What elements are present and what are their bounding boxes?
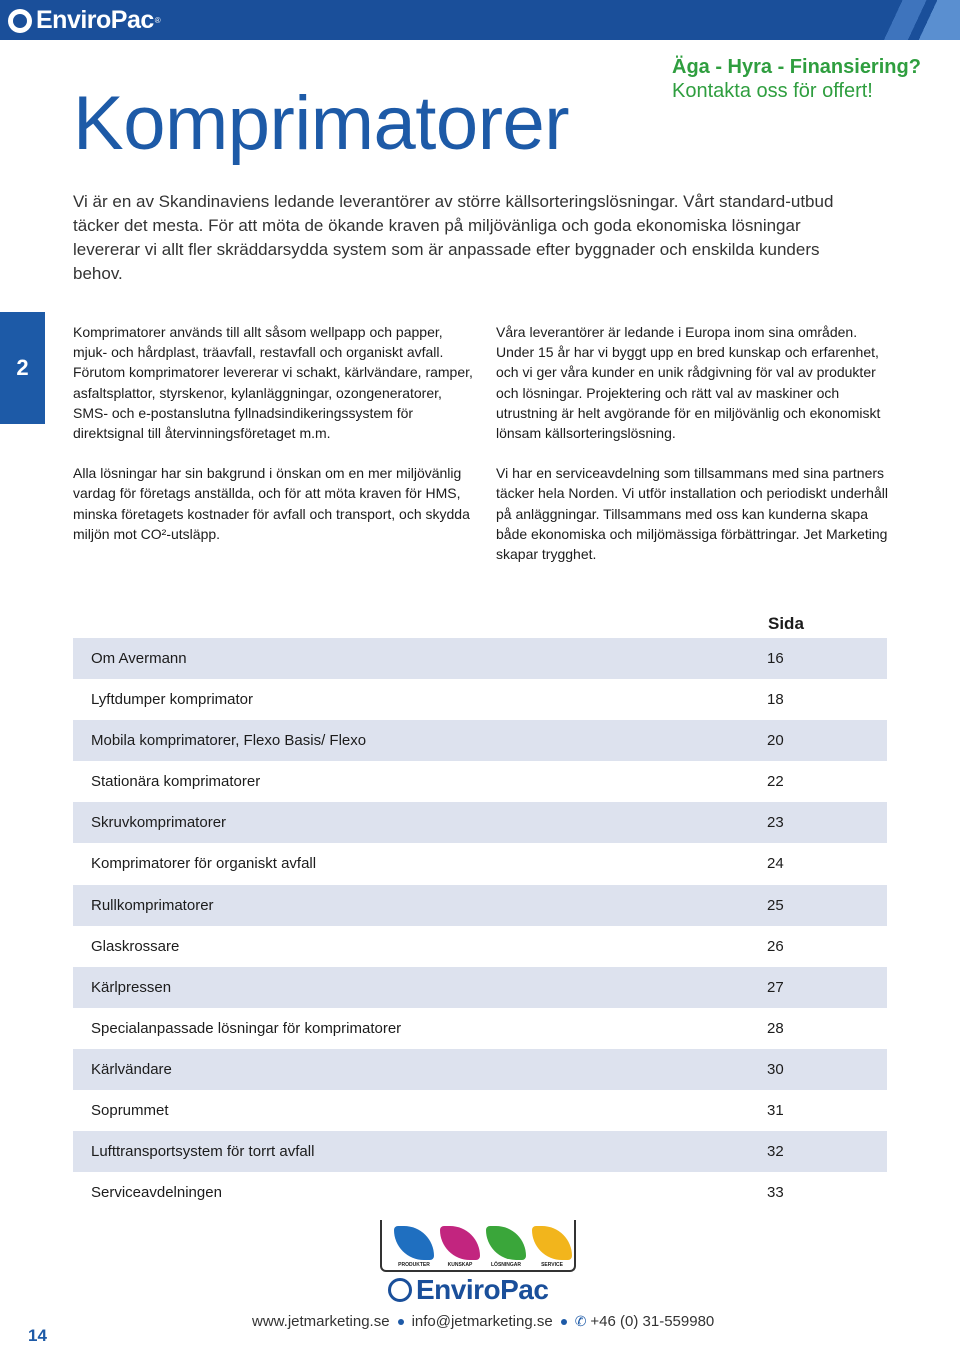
- toc-entry-page: 32: [767, 1143, 784, 1161]
- toc-row[interactable]: [73, 638, 887, 679]
- right-text-column: [496, 322, 896, 584]
- toc-entry-page: 31: [767, 1102, 784, 1120]
- toc-row[interactable]: [73, 926, 887, 967]
- toc-entry-page: 20: [767, 732, 784, 750]
- chapter-number: 2: [16, 355, 29, 380]
- toc-entry-label: Glaskrossare: [91, 937, 180, 955]
- brand-logo: [8, 6, 161, 35]
- brand-name: EnviroPac: [36, 6, 154, 34]
- toc-entry-label: Lyftdumper komprimator: [91, 691, 253, 709]
- toc-row[interactable]: [73, 1049, 887, 1090]
- toc-header: [73, 610, 887, 638]
- phone-number[interactable]: +46 (0) 31-559980: [590, 1313, 715, 1330]
- left-paragraph: Komprimatorer används till allt såsom wellpapp och papper, mjuk- och hårdplast, träavfall, restavfall och organiskt avfall. Förutom komprimatorer levererar vi schakt, kärlvändare, ramper, asfaltsplattor, styrskenor, kylanläggningar, ozongeneratorer, SMS- och e-postanslutna fyllnadsindikeringssystem för direktsignal till återvinningsföretaget m.m.: [73, 324, 473, 442]
- toc-entry-page: 26: [767, 937, 784, 955]
- logo-word: EnviroPac: [416, 1274, 549, 1305]
- toc-page-column-header: Sida: [768, 614, 804, 633]
- right-paragraph: Våra leverantörer är ledande i Europa inom sina områden. Under 15 år har vi byggt upp en bred kunskap och erfarenhet, och vi ger våra kunder en unik rådgivning för val av produkter och lösningar. Projektering och rätt val av maskiner och utrustning är helt avgörande för en miljövänlig och ekonomiskt lönsam källsorteringslösning.: [496, 324, 881, 442]
- leaf-label: SERVICE: [541, 1262, 563, 1268]
- toc-entry-page: 33: [767, 1184, 784, 1202]
- right-paragraph: Vi har en serviceavdelning som tillsammans med sina partners täcker hela Norden. Vi utför installation och periodiskt underhåll på anläggningar. Tillsammans med oss kan kunderna skapa både ekonomiska och miljömässiga förbättringar. Jet Marketing skapar trygghet.: [496, 465, 888, 563]
- toc-entry-label: Om Avermann: [91, 650, 187, 667]
- email-link[interactable]: info@jetmarketing.se: [411, 1313, 553, 1330]
- toc-row[interactable]: [73, 1172, 887, 1213]
- logo-wordmark: [384, 1274, 574, 1306]
- toc-row[interactable]: [73, 1008, 887, 1049]
- toc-row[interactable]: [73, 679, 887, 720]
- toc-entry-label: Serviceavdelningen: [91, 1184, 222, 1202]
- toc-entry-page: 24: [767, 855, 784, 873]
- intro-paragraph: Vi är en av Skandinaviens ledande leverantörer av större källsorteringslösningar. Vårt standard-utbud täcker det mesta. För att möta de ökande kraven på miljövänliga och goda ekonomiska lösningar levererar vi allt fler skräddarsydda system som är anpassade efter byggnader och enskilda kunders behov.: [73, 192, 834, 283]
- toc-entry-label: Kärlpressen: [91, 978, 172, 996]
- toc-entry-label: Specialanpassade lösningar för komprimatorer: [91, 1019, 402, 1037]
- toc-entry-label: Mobila komprimatorer, Flexo Basis/ Flexo: [91, 732, 367, 750]
- leaf-label: LÖSNINGAR: [491, 1262, 521, 1268]
- toc-row[interactable]: [73, 802, 887, 843]
- toc-entry-label: Lufttransportsystem för torrt avfall: [91, 1143, 315, 1161]
- page-number: 14: [28, 1326, 47, 1345]
- toc-entry-label: Skruvkomprimatorer: [91, 814, 227, 832]
- toc-entry-page: 22: [767, 773, 784, 791]
- toc-entry-label: Komprimatorer för organiskt avfall: [91, 855, 317, 873]
- toc-entry-label: Soprummet: [91, 1102, 169, 1120]
- toc-row[interactable]: [73, 967, 887, 1008]
- toc-row[interactable]: [73, 885, 887, 926]
- table-of-contents: [73, 610, 887, 1213]
- chapter-tab: [0, 312, 45, 424]
- leaf-label: KUNSKAP: [447, 1262, 473, 1268]
- header-bar: [0, 0, 960, 40]
- toc-entry-page: 16: [767, 650, 784, 667]
- page-title: Komprimatorer: [73, 81, 570, 166]
- toc-entry-page: 25: [767, 896, 784, 914]
- registered-mark: ®: [154, 16, 161, 25]
- toc-entry-label: Stationära komprimatorer: [91, 773, 261, 791]
- separator-dot-icon: [561, 1319, 567, 1325]
- enviropac-seal-icon: [8, 9, 32, 33]
- offer-callout-question: Äga - Hyra - Finansiering?: [672, 56, 921, 78]
- separator-dot-icon: [398, 1319, 404, 1325]
- toc-row[interactable]: [73, 720, 887, 761]
- phone-icon: ✆: [574, 1313, 587, 1329]
- enviropac-footer-logo: [380, 1220, 580, 1310]
- toc-entry-page: 18: [767, 691, 784, 709]
- toc-row[interactable]: [73, 1090, 887, 1131]
- footer-contact: [252, 1313, 714, 1330]
- toc-row[interactable]: [73, 1131, 887, 1172]
- toc-row[interactable]: [73, 761, 887, 802]
- offer-callout-contact: Kontakta oss för offert!: [672, 80, 873, 102]
- website-link[interactable]: www.jetmarketing.se: [252, 1313, 390, 1330]
- toc-entry-label: Rullkomprimatorer: [91, 896, 214, 914]
- toc-row[interactable]: [73, 843, 887, 884]
- header-stripe-decoration: [870, 0, 960, 40]
- enviropac-seal-icon: [388, 1278, 412, 1302]
- toc-entry-page: 30: [767, 1060, 784, 1078]
- left-text-column: [73, 322, 473, 564]
- toc-entry-page: 28: [767, 1019, 784, 1037]
- toc-entry-page: 23: [767, 814, 784, 832]
- toc-entry-label: Kärlvändare: [91, 1060, 172, 1078]
- offer-callout: [672, 55, 921, 103]
- leaf-label: PRODUKTER: [398, 1262, 430, 1268]
- left-paragraph: Alla lösningar har sin bakgrund i önskan om en mer miljövänlig vardag för företags anställda, och för att möta kraven för HMS, minska företagets kostnader för avfall och transport, och skydda miljön mot CO²-utsläpp.: [73, 465, 470, 542]
- toc-entry-page: 27: [767, 978, 784, 996]
